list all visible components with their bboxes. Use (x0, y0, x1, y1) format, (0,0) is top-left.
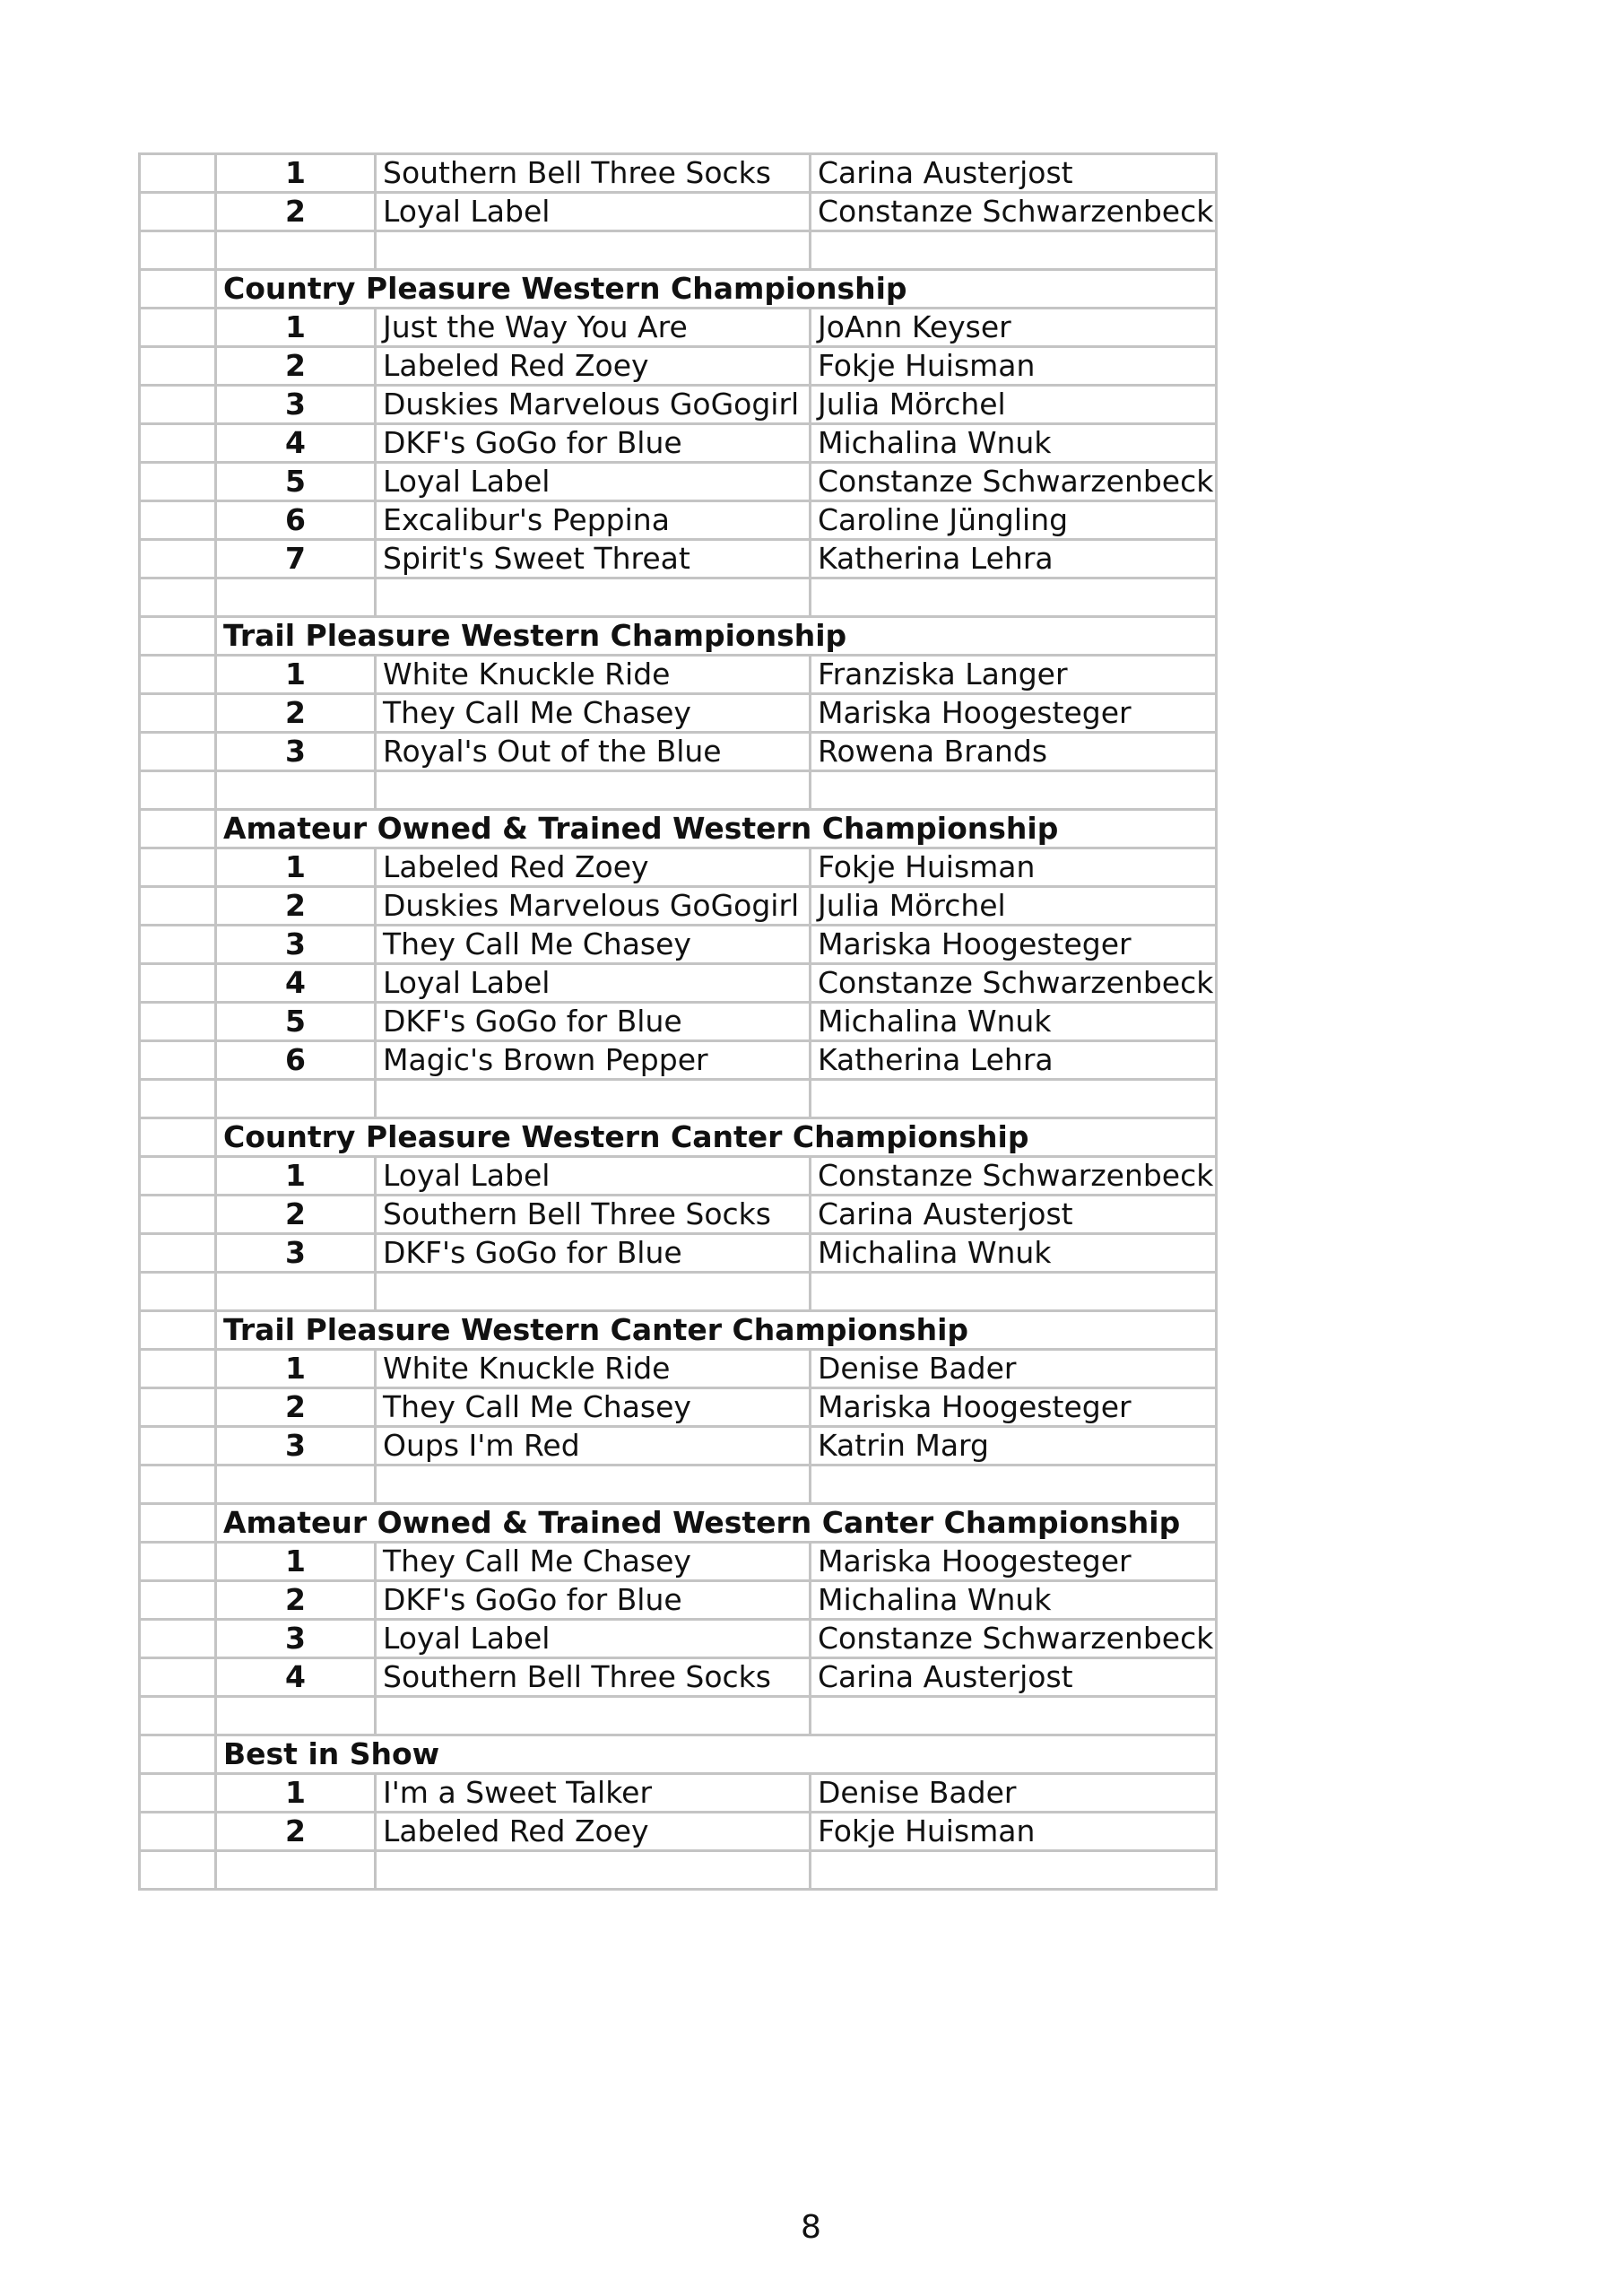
empty-cell (376, 1851, 811, 1890)
row-spacer-cell (140, 1041, 216, 1080)
row-spacer-cell (140, 1311, 216, 1350)
row-spacer-cell (140, 1196, 216, 1234)
empty-cell (811, 1697, 1217, 1735)
placing-cell: 7 (216, 540, 376, 578)
rider-name-cell: Mariska Hoogesteger (811, 926, 1217, 964)
class-title-cell: Country Pleasure Western Championship (216, 270, 811, 309)
empty-cell (376, 1465, 811, 1504)
horse-name-cell: Duskies Marvelous GoGogirl (376, 887, 811, 926)
empty-cell (811, 231, 1217, 270)
horse-name-cell: Labeled Red Zoey (376, 848, 811, 887)
horse-name-cell: They Call Me Chasey (376, 1543, 811, 1581)
horse-name-cell: Royal's Out of the Blue (376, 733, 811, 771)
empty-cell (140, 1697, 216, 1735)
empty-cell (140, 1080, 216, 1118)
horse-name-cell: Loyal Label (376, 463, 811, 501)
placing-cell: 1 (216, 848, 376, 887)
row-spacer-cell (140, 540, 216, 578)
horse-name-cell: Magic's Brown Pepper (376, 1041, 811, 1080)
horse-name-cell: Excalibur's Peppina (376, 501, 811, 540)
rider-name-cell: Fokje Huisman (811, 347, 1217, 386)
row-spacer-cell (140, 501, 216, 540)
horse-name-cell: They Call Me Chasey (376, 926, 811, 964)
result-row (140, 386, 1217, 424)
empty-cell (216, 1697, 376, 1735)
rider-name-cell: Katherina Lehra (811, 540, 1217, 578)
rider-name-cell: Constanze Schwarzenbeck (811, 1620, 1217, 1658)
blank-row (140, 1697, 1217, 1735)
placing-cell: 6 (216, 501, 376, 540)
empty-cell (216, 1080, 376, 1118)
empty-cell (811, 1080, 1217, 1118)
placing-cell: 1 (216, 656, 376, 694)
row-spacer-cell (140, 347, 216, 386)
results-table (138, 152, 1218, 1891)
row-spacer-cell (140, 1234, 216, 1273)
class-title-row (140, 1735, 1217, 1774)
results-table-body (140, 154, 1217, 1890)
row-spacer-cell (140, 1774, 216, 1813)
placing-cell: 2 (216, 694, 376, 733)
blank-row (140, 771, 1217, 810)
horse-name-cell: DKF's GoGo for Blue (376, 1003, 811, 1041)
row-spacer-cell (140, 656, 216, 694)
horse-name-cell: Southern Bell Three Socks (376, 1196, 811, 1234)
row-spacer-cell (140, 463, 216, 501)
result-row (140, 694, 1217, 733)
blank-row (140, 231, 1217, 270)
row-spacer-cell (140, 733, 216, 771)
result-row (140, 1658, 1217, 1697)
result-row (140, 1350, 1217, 1388)
placing-cell: 2 (216, 347, 376, 386)
row-spacer-cell (140, 1388, 216, 1427)
empty-cell (376, 1697, 811, 1735)
placing-cell: 1 (216, 1157, 376, 1196)
class-title-cell: Amateur Owned & Trained Western Championship (216, 810, 811, 848)
empty-cell (216, 1465, 376, 1504)
placing-cell: 3 (216, 386, 376, 424)
placing-cell: 4 (216, 964, 376, 1003)
result-row (140, 309, 1217, 347)
row-spacer-cell (140, 154, 216, 193)
horse-name-cell: White Knuckle Ride (376, 656, 811, 694)
rider-name-cell: Mariska Hoogesteger (811, 694, 1217, 733)
placing-cell: 1 (216, 1350, 376, 1388)
result-row (140, 1041, 1217, 1080)
empty-cell (216, 231, 376, 270)
class-title-row (140, 617, 1217, 656)
row-spacer-cell (140, 1350, 216, 1388)
empty-cell (811, 771, 1217, 810)
class-title-row (140, 270, 1217, 309)
row-spacer-cell (140, 1735, 216, 1774)
rider-name-cell: Constanze Schwarzenbeck (811, 463, 1217, 501)
placing-cell: 4 (216, 1658, 376, 1697)
row-spacer-cell (140, 1581, 216, 1620)
result-row (140, 1620, 1217, 1658)
placing-cell: 3 (216, 1427, 376, 1465)
rider-name-cell: Constanze Schwarzenbeck (811, 964, 1217, 1003)
class-title-cell: Trail Pleasure Western Canter Championship (216, 1311, 811, 1350)
empty-cell (376, 578, 811, 617)
rider-name-cell: Constanze Schwarzenbeck (811, 193, 1217, 231)
row-spacer-cell (140, 1427, 216, 1465)
result-row (140, 733, 1217, 771)
horse-name-cell: They Call Me Chasey (376, 694, 811, 733)
empty-cell (140, 1465, 216, 1504)
empty-cell (140, 231, 216, 270)
row-spacer-cell (140, 1543, 216, 1581)
rider-name-cell: Fokje Huisman (811, 848, 1217, 887)
horse-name-cell: Just the Way You Are (376, 309, 811, 347)
placing-cell: 2 (216, 1388, 376, 1427)
horse-name-cell: They Call Me Chasey (376, 1388, 811, 1427)
class-title-cell: Amateur Owned & Trained Western Canter Championship (216, 1504, 811, 1543)
row-spacer-cell (140, 1813, 216, 1851)
horse-name-cell: Duskies Marvelous GoGogirl (376, 386, 811, 424)
result-row (140, 848, 1217, 887)
row-spacer-cell (140, 309, 216, 347)
row-spacer-cell (140, 887, 216, 926)
class-title-row (140, 1118, 1217, 1157)
empty-cell (376, 771, 811, 810)
class-title-cell: Best in Show (216, 1735, 811, 1774)
empty-cell (216, 1273, 376, 1311)
empty-cell (140, 771, 216, 810)
placing-cell: 2 (216, 887, 376, 926)
placing-cell: 2 (216, 1581, 376, 1620)
rider-name-cell: Rowena Brands (811, 733, 1217, 771)
placing-cell: 2 (216, 193, 376, 231)
placing-cell: 4 (216, 424, 376, 463)
rider-name-cell: Katherina Lehra (811, 1041, 1217, 1080)
result-row (140, 1774, 1217, 1813)
result-row (140, 1003, 1217, 1041)
row-spacer-cell (140, 694, 216, 733)
blank-row (140, 1851, 1217, 1890)
row-spacer-cell (140, 617, 216, 656)
empty-cell (216, 771, 376, 810)
result-row (140, 1427, 1217, 1465)
result-row (140, 501, 1217, 540)
empty-cell (140, 1851, 216, 1890)
rider-name-cell: Caroline Jüngling (811, 501, 1217, 540)
blank-row (140, 1080, 1217, 1118)
row-spacer-cell (140, 1003, 216, 1041)
empty-cell (140, 1273, 216, 1311)
blank-row (140, 578, 1217, 617)
placing-cell: 3 (216, 926, 376, 964)
result-row (140, 540, 1217, 578)
empty-cell (811, 1851, 1217, 1890)
row-spacer-cell (140, 1620, 216, 1658)
placing-cell: 1 (216, 1774, 376, 1813)
rider-name-cell: Denise Bader (811, 1350, 1217, 1388)
empty-cell (216, 578, 376, 617)
empty-cell (811, 617, 1217, 656)
horse-name-cell: DKF's GoGo for Blue (376, 1581, 811, 1620)
placing-cell: 3 (216, 1620, 376, 1658)
empty-cell (376, 231, 811, 270)
row-spacer-cell (140, 1504, 216, 1543)
result-row (140, 1388, 1217, 1427)
rider-name-cell: Julia Mörchel (811, 887, 1217, 926)
empty-cell (811, 1465, 1217, 1504)
rider-name-cell: Fokje Huisman (811, 1813, 1217, 1851)
placing-cell: 5 (216, 1003, 376, 1041)
class-title-row (140, 1311, 1217, 1350)
horse-name-cell: Southern Bell Three Socks (376, 1658, 811, 1697)
page-number: 8 (801, 2209, 821, 2246)
result-row (140, 424, 1217, 463)
horse-name-cell: Loyal Label (376, 964, 811, 1003)
empty-cell (811, 1273, 1217, 1311)
placing-cell: 3 (216, 1234, 376, 1273)
row-spacer-cell (140, 193, 216, 231)
empty-cell (216, 1851, 376, 1890)
result-row (140, 1813, 1217, 1851)
rider-name-cell: Michalina Wnuk (811, 424, 1217, 463)
row-spacer-cell (140, 964, 216, 1003)
result-row (140, 1234, 1217, 1273)
class-title-row (140, 810, 1217, 848)
row-spacer-cell (140, 848, 216, 887)
empty-cell (140, 578, 216, 617)
rider-name-cell: Julia Mörchel (811, 386, 1217, 424)
empty-cell (811, 1735, 1217, 1774)
placing-cell: 2 (216, 1196, 376, 1234)
row-spacer-cell (140, 270, 216, 309)
placing-cell: 5 (216, 463, 376, 501)
result-row (140, 154, 1217, 193)
horse-name-cell: DKF's GoGo for Blue (376, 1234, 811, 1273)
row-spacer-cell (140, 926, 216, 964)
class-title-row (140, 1504, 1217, 1543)
empty-cell (376, 1273, 811, 1311)
rider-name-cell: Katrin Marg (811, 1427, 1217, 1465)
result-row (140, 887, 1217, 926)
empty-cell (376, 1080, 811, 1118)
horse-name-cell: Loyal Label (376, 1157, 811, 1196)
placing-cell: 6 (216, 1041, 376, 1080)
rider-name-cell: Carina Austerjost (811, 154, 1217, 193)
row-spacer-cell (140, 424, 216, 463)
horse-name-cell: Loyal Label (376, 193, 811, 231)
rider-name-cell: Carina Austerjost (811, 1658, 1217, 1697)
horse-name-cell: Loyal Label (376, 1620, 811, 1658)
rider-name-cell: Denise Bader (811, 1774, 1217, 1813)
rider-name-cell: JoAnn Keyser (811, 309, 1217, 347)
rider-name-cell: Michalina Wnuk (811, 1003, 1217, 1041)
placing-cell: 2 (216, 1813, 376, 1851)
horse-name-cell: Spirit's Sweet Threat (376, 540, 811, 578)
horse-name-cell: Labeled Red Zoey (376, 1813, 811, 1851)
row-spacer-cell (140, 1658, 216, 1697)
rider-name-cell: Mariska Hoogesteger (811, 1543, 1217, 1581)
rider-name-cell: Michalina Wnuk (811, 1581, 1217, 1620)
rider-name-cell: Franziska Langer (811, 656, 1217, 694)
result-row (140, 1581, 1217, 1620)
horse-name-cell: Labeled Red Zoey (376, 347, 811, 386)
result-row (140, 1543, 1217, 1581)
placing-cell: 1 (216, 1543, 376, 1581)
horse-name-cell: DKF's GoGo for Blue (376, 424, 811, 463)
result-row (140, 926, 1217, 964)
placing-cell: 1 (216, 309, 376, 347)
result-row (140, 193, 1217, 231)
blank-row (140, 1465, 1217, 1504)
class-title-cell: Trail Pleasure Western Championship (216, 617, 811, 656)
horse-name-cell: White Knuckle Ride (376, 1350, 811, 1388)
rider-name-cell: Mariska Hoogesteger (811, 1388, 1217, 1427)
result-row (140, 1196, 1217, 1234)
placing-cell: 1 (216, 154, 376, 193)
horse-name-cell: Oups I'm Red (376, 1427, 811, 1465)
class-title-cell: Country Pleasure Western Canter Championship (216, 1118, 811, 1157)
empty-cell (811, 578, 1217, 617)
result-row (140, 1157, 1217, 1196)
row-spacer-cell (140, 1118, 216, 1157)
rider-name-cell: Carina Austerjost (811, 1196, 1217, 1234)
rider-name-cell: Michalina Wnuk (811, 1234, 1217, 1273)
placing-cell: 3 (216, 733, 376, 771)
rider-name-cell: Constanze Schwarzenbeck (811, 1157, 1217, 1196)
horse-name-cell: I'm a Sweet Talker (376, 1774, 811, 1813)
result-row (140, 656, 1217, 694)
row-spacer-cell (140, 810, 216, 848)
result-row (140, 347, 1217, 386)
row-spacer-cell (140, 386, 216, 424)
blank-row (140, 1273, 1217, 1311)
result-row (140, 463, 1217, 501)
horse-name-cell: Southern Bell Three Socks (376, 154, 811, 193)
result-row (140, 964, 1217, 1003)
row-spacer-cell (140, 1157, 216, 1196)
